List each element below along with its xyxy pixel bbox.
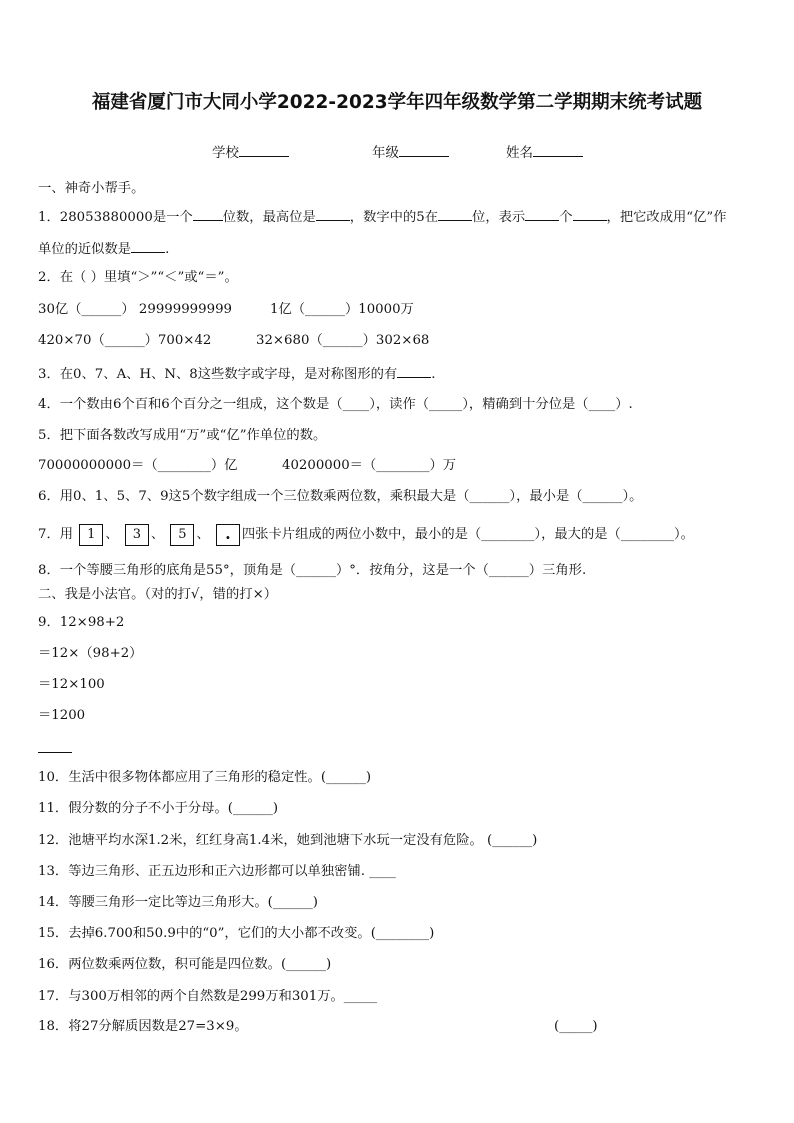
question-2-row-2a: 420×70（______）700×42	[38, 333, 212, 348]
section-2-heading: 二、我是小法官。（对的打√，错的打×）	[38, 587, 278, 602]
question-12: 12．池塘平均水深1.2米，红红身高1.4米，她到池塘下水玩一定没有危险。 (______)	[38, 833, 538, 848]
question-9-answer-blank[interactable]	[38, 752, 72, 753]
question-8: 8．一个等腰三角形的底角是55°，顶角是（______）°．按角分，这是一个（______）三角形.	[38, 563, 587, 578]
question-13: 13．等边三角形、正五边形和正六边形都可以单独密铺. ____	[38, 864, 396, 879]
card-5: 5	[170, 524, 194, 546]
school-blank[interactable]	[239, 142, 289, 157]
question-18: 18．将27分解质因数是27=3×9。	[38, 1019, 248, 1034]
school-field[interactable]	[212, 141, 289, 161]
question-2-row-2b: 32×680（______）302×68	[256, 333, 430, 348]
question-1: 1．28053880000是一个 位数，最高位是 ，数字中的5在 位，表示 个 ，把它改成用“亿”作	[38, 210, 727, 225]
question-10: 10．生活中很多物体都应用了三角形的稳定性。(______)	[38, 770, 372, 785]
card-dot: .	[216, 524, 240, 546]
grade-field[interactable]	[372, 141, 449, 161]
question-11: 11．假分数的分子不小于分母。(______)	[38, 801, 279, 816]
question-9-step-1: ＝12×（98+2）	[38, 646, 143, 661]
question-7: 7．用 1 、 3 、 5 、 . 四张卡片组成的两位小数中，最小的是（________），最大的是（________）。	[38, 523, 694, 547]
school-label: 学校	[212, 145, 239, 161]
question-15: 15．去掉6.700和50.9中的“0”，它们的大小都不改变。(________)	[38, 926, 435, 941]
card-1: 1	[79, 524, 103, 546]
question-9-step-2: ＝12×100	[38, 677, 105, 692]
question-5-row-1b: 40200000＝（________）万	[282, 458, 457, 473]
question-9-step-3: ＝1200	[38, 708, 86, 723]
question-2-row-1a: 30亿（______） 29999999999	[38, 302, 232, 317]
question-9: 9．12×98+2	[38, 615, 125, 630]
question-2-row-1b: 1亿（______）10000万	[270, 302, 414, 317]
section-1-heading: 一、神奇小帮手。	[38, 181, 145, 196]
question-5-row-1a: 70000000000＝（________）亿	[38, 458, 238, 473]
page-title: 福建省厦门市大同小学2022-2023学年四年级数学第二学期期末统考试题	[91, 92, 703, 113]
question-1-cont: 单位的近似数是 .	[38, 242, 170, 257]
name-label: 姓名	[506, 145, 533, 161]
name-blank[interactable]	[533, 142, 583, 157]
question-5: 5．把下面各数改写成用“万”或“亿”作单位的数。	[38, 428, 327, 443]
question-6: 6．用0、1、5、7、9这5个数字组成一个三位数乘两位数，乘积最大是（______），最小是（______）。	[38, 489, 643, 504]
grade-label: 年级	[372, 145, 399, 161]
question-17: 17．与300万相邻的两个自然数是299万和301万。_____	[38, 989, 378, 1004]
question-16: 16．两位数乘两位数，积可能是四位数。(______)	[38, 957, 332, 972]
card-3: 3	[125, 524, 149, 546]
question-4: 4．一个数由6个百和6个百分之一组成，这个数是（____），读作（_____），精确到十分位是（____）.	[38, 397, 633, 412]
grade-blank[interactable]	[399, 142, 449, 157]
question-3: 3．在0、7、A、H、N、8这些数字或字母，是对称图形的有 .	[38, 367, 436, 382]
question-14: 14．等腰三角形一定比等边三角形大。(______)	[38, 895, 318, 910]
question-2: 2．在（ ）里填“＞”“＜”或“＝”。	[38, 270, 238, 285]
name-field[interactable]	[506, 141, 583, 161]
question-18-answer: (_____)	[554, 1019, 598, 1034]
